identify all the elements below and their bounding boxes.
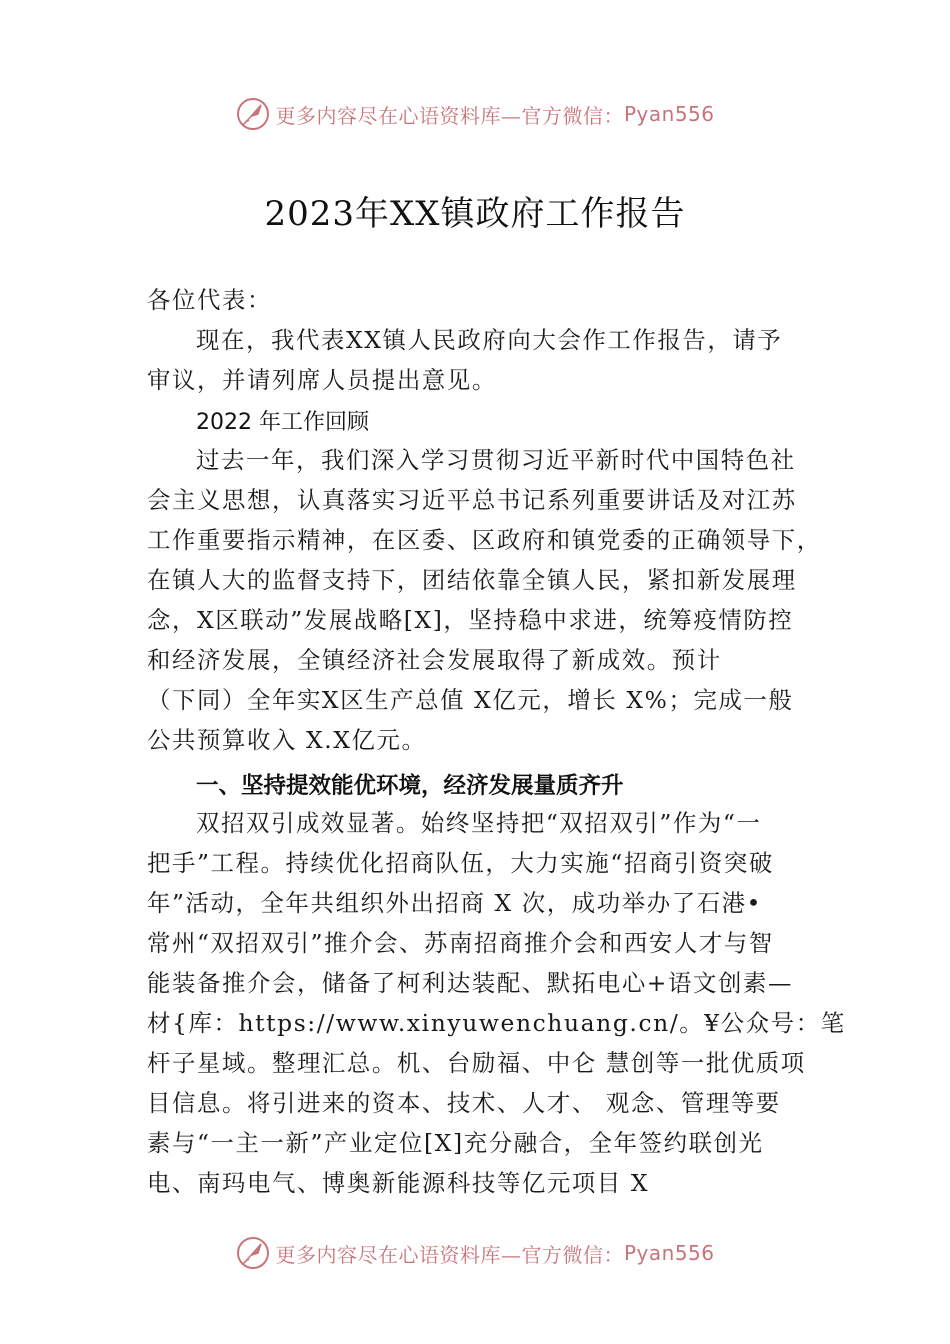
review-line-7: （下同）全年实X区生产总值 X亿元，增长 X%；完成一般 xyxy=(147,686,794,714)
header-watermark xyxy=(0,94,950,134)
section-one-line-1: 双招双引成效显著。始终坚持把“双招双引”作为“一 xyxy=(196,809,762,837)
intro-line-2: 审议，并请列席人员提出意见。 xyxy=(147,366,497,394)
salutation: 各位代表： xyxy=(147,286,272,314)
review-line-5: 念，X区联动”发展战略[X]，坚持稳中求进，统筹疫情防控 xyxy=(147,606,794,634)
section-one-line-4: 常州“双招双引”推介会、苏南招商推介会和西安人才与智 xyxy=(147,929,774,957)
watermark-text: 更多内容尽在心语资料库—官方微信： xyxy=(275,1242,624,1267)
feather-pen-logo-icon xyxy=(235,96,271,132)
section-one-line-2: 把手”工程。持续优化招商队伍，大力实施“招商引资突破 xyxy=(147,849,774,877)
watermark-handle: Pyan556 xyxy=(623,102,715,126)
intro-line-1: 现在，我代表XX镇人民政府向大会作工作报告，请予 xyxy=(196,326,783,354)
section-one-line-5: 能装备推介会，储备了柯利达装配、默拓电心+语文创素— xyxy=(147,969,793,997)
watermark-handle: Pyan556 xyxy=(623,1241,715,1265)
review-line-6: 和经济发展，全镇经济社会发展取得了新成效。预计 xyxy=(147,646,722,674)
document-title: 2023年XX镇政府工作报告 xyxy=(264,194,686,234)
section-one-line-9: 素与“一主一新”产业定位[X]充分融合，全年签约联创光 xyxy=(147,1129,764,1157)
review-line-8: 公共预算收入 X.X亿元。 xyxy=(147,726,427,754)
watermark-text: 更多内容尽在心语资料库—官方微信： xyxy=(275,103,624,128)
section-one-line-10: 电、南玛电气、博奥新能源科技等亿元项目 X xyxy=(147,1169,650,1197)
section-heading-one: 一、坚持提效能优环境，经济发展量质齐升 xyxy=(196,773,624,799)
feather-pen-logo-icon xyxy=(235,1235,271,1271)
section-one-line-3: 年”活动，全年共组织外出招商 X 次，成功举办了石港• xyxy=(147,889,763,917)
section-one-line-7: 杆子星域。整理汇总。机、台励福、中仑 慧创等一批优质项 xyxy=(147,1049,806,1077)
review-line-3: 工作重要指示精神，在区委、区政府和镇党委的正确领导下， xyxy=(147,526,822,554)
review-line-2: 会主义思想，认真落实习近平总书记系列重要讲话及对江苏 xyxy=(147,486,797,514)
section-heading-review: 2022 年工作回顾 xyxy=(196,410,369,435)
review-line-1: 过去一年，我们深入学习贯彻习近平新时代中国特色社 xyxy=(196,446,796,474)
section-one-line-6: 材{库：https://www.xinyuwenchuang.cn/。¥公众号：笔 xyxy=(147,1009,846,1037)
review-line-4: 在镇人大的监督支持下，团结依靠全镇人民，紧扣新发展理 xyxy=(147,566,797,594)
footer-watermark xyxy=(0,1233,950,1273)
section-one-line-8: 目信息。将引进来的资本、技术、人才、 观念、管理等要 xyxy=(147,1089,781,1117)
